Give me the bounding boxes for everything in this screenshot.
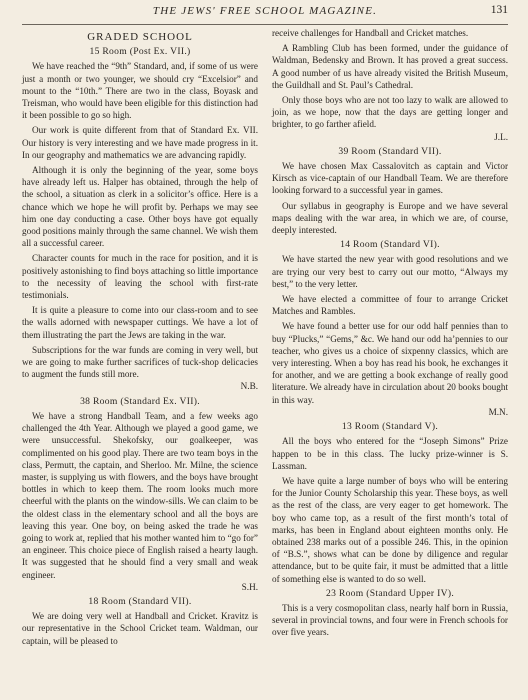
paragraph	[22, 410, 258, 593]
room-14-heading: 14 Room (Standard VI).	[340, 239, 440, 251]
two-column-body	[22, 25, 508, 650]
paragraph: We have chosen Max Cassalovitch as captain and Victor Kirsch as vice-captain of our Handball Team. We are therefore looking forward to a successful year in games.	[272, 161, 508, 196]
paragraph: We have elected a committee of four to arrange Cricket Matches and Rambles.	[272, 294, 508, 317]
paragraph-text: We have found a better use for our odd half pennies than to buy “Plucks,” “Gems,” &c. We hand our odd ha’pennies to our teacher, who gives us a choice of sixpenny classics, which are very interesting. When a boy has read his book, he exchanges it for another, and we are getting a book exchange of really good literature. We already have in circulation about 20 books bought in this way.	[272, 321, 508, 405]
right-column	[272, 27, 508, 650]
paragraph	[272, 320, 508, 418]
paragraph: It is quite a pleasure to come into our class-room and to see the walls adorned with newspaper cuttings. We have a lot of them illustrating the part the Jews are taking in the war.	[22, 305, 258, 340]
signature: S.H.	[241, 581, 258, 592]
section-title: GRADED SCHOOL	[87, 31, 193, 43]
room-23-heading: 23 Room (Standard Upper IV).	[325, 587, 455, 599]
paragraph: This is a very cosmopolitan class, nearly half born in Russia, several in provincial towns, and four were in French schools for over five years.	[272, 602, 508, 638]
room-38-heading: 38 Room (Standard Ex. VII).	[80, 395, 200, 407]
page-number: 131	[490, 4, 508, 16]
room-39-heading: 39 Room (Standard VII).	[338, 145, 442, 157]
paragraph: We have started the new year with good resolutions and we are trying our very best to carry out our motto, “Always my best,” to the very letter.	[272, 254, 508, 289]
paragraph: A Rambling Club has been formed, under the guidance of Waldman, Bedensky and Brown. It has proved a great success. A good number of us have already visited the British Museum, the Guildhall and St. Paul’s Cathedral.	[272, 43, 508, 90]
left-column	[22, 27, 258, 650]
paragraph: receive challenges for Handball and Cricket matches.	[272, 28, 469, 38]
signature: N.B.	[240, 381, 258, 392]
paragraph	[22, 344, 258, 393]
room-15-heading: 15 Room (Post Ex. VII.)	[89, 46, 191, 58]
room-18-heading: 18 Room (Standard VII).	[88, 595, 192, 607]
paragraph: Character counts for much in the race for position, and it is positively astonishing to find boys attaching so little importance to the necessity of leaving the school with first-rate testimonials.	[22, 253, 258, 301]
paragraph	[272, 94, 508, 143]
paragraph: All the boys who entered for the “Joseph Simons” Prize happen to be in this class. The lucky prize-winner is S. Lassman.	[272, 436, 508, 471]
signature: J.L.	[494, 131, 508, 142]
room-13-heading: 13 Room (Standard V).	[341, 421, 439, 433]
paragraph: We have reached the “9th” Standard, and, if some of us were just a month or two younger, we should cry “Excelsior” and mount to the “10th.” There are two in the class, Boyask and Treisman, who would have been eligible for this distinction had it been possible to go so high.	[22, 61, 258, 121]
paragraph-text: Only those boys who are not too lazy to walk are allowed to join, as we hope, now that the days are getting longer and brighter, to go farther afield.	[272, 95, 508, 130]
signature: M.N.	[488, 406, 508, 417]
page-header	[22, 0, 508, 25]
paragraph: Our syllabus in geography is Europe and we have several maps dealing with the war area, in which we are, of course, deeply interested.	[272, 200, 508, 236]
paragraph: Our work is quite different from that of Standard Ex. VII. Our history is very interesting and we have made progress in it. In our geography and mathematics we are advancing rapidly.	[22, 125, 258, 160]
paragraph-text: Subscriptions for the war funds are coming in very well, but we are going to make further sacrifices of tuck-shop delicacies to augment the funds still more.	[22, 344, 258, 380]
paragraph: We are doing very well at Handball and Cricket. Kravitz is our representative in the School Cricket team. Waldman, our captain, will be pleased to	[22, 611, 258, 646]
paragraph: Although it is only the beginning of the year, some boys have already left us. Halper has obtained, through the help of the school, a situation as clerk in a solicitor’s office. Here is a chance which we hope he will profit by. Perhaps we may see him one day conducting a case. Other boys have got equally good positions mainly through the same channel. We wish them all a successful career.	[22, 165, 258, 249]
magazine-title: THE JEWS' FREE SCHOOL MAGAZINE.	[152, 5, 378, 17]
paragraph-text: We have a strong Handball Team, and a few weeks ago challenged the 4th Year. Although we played a good game, we were unsuccessful. Shekofsky, our goalkeeper, was complimented on his good play. There are two team boys in the class, Permutt, the captain, and Sherloo. Mr. Milne, the science master, is supplying us with flowers, and the boys have brought bottles in which to keep them. The room looks much more cheerful with the plants on the window-sills. We can claim to be the oldest class in the elementary school and all the boys are leaving this year. One boy, on being asked the trade he was going to work at, replied that his mother wanted him to “go for” an engineer. This choice piece of English raised a hearty laugh. It was suggested that he should find a very small and weak engineer.	[22, 410, 258, 580]
paragraph: We have quite a large number of boys who will be entering for the Junior County Scholarship this year. These boys, as well as the rest of the class, are very eager to get homework. The boy who came top, as a result of the first month’s total of marks, has been in England about eighteen months only. He obtained 238 marks out of a possible 246. This, in the opinion of “B.S.”, shows what can be done by diligence and regular attendance, but to be quite fair, it must be admitted that a little of something else is wanted to do so well.	[272, 475, 508, 584]
